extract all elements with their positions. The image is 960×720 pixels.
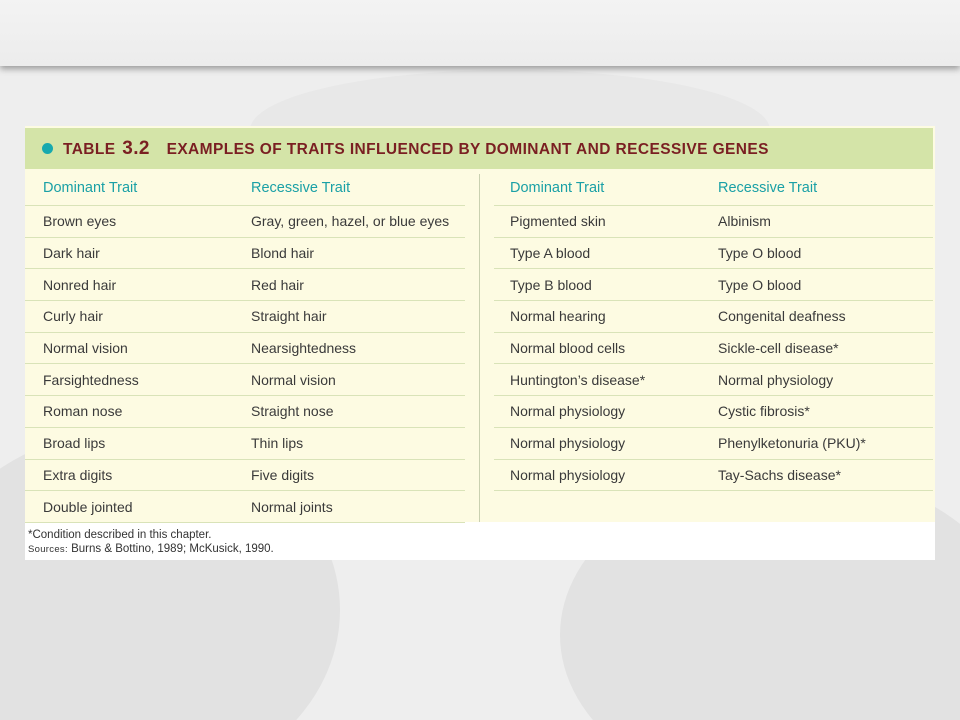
table-header-row xyxy=(25,171,465,206)
table-row xyxy=(494,206,933,238)
recessive-trait-cell: Type O blood xyxy=(718,276,802,293)
recessive-trait-cell: Normal physiology xyxy=(718,371,834,388)
table-row xyxy=(25,206,465,238)
left-table-half xyxy=(25,171,465,523)
recessive-trait-cell: Cystic fibrosis* xyxy=(718,403,810,420)
table-header-row xyxy=(494,171,933,206)
dominant-trait-cell: Extra digits xyxy=(43,466,113,483)
top-bar xyxy=(0,0,960,66)
recessive-trait-cell: Congenital deafness xyxy=(718,308,846,325)
recessive-trait-cell: Nearsightedness xyxy=(251,340,357,357)
dominant-trait-cell: Normal physiology xyxy=(510,466,626,483)
dominant-trait-cell: Curly hair xyxy=(43,308,103,325)
table-row xyxy=(494,364,933,396)
column-header-dominant: Dominant Trait xyxy=(43,180,138,196)
dominant-trait-cell: Type B blood xyxy=(510,276,592,293)
column-header-recessive: Recessive Trait xyxy=(251,180,351,196)
recessive-trait-cell: Red hair xyxy=(251,276,304,293)
dominant-trait-cell: Normal vision xyxy=(43,340,128,357)
recessive-trait-cell: Sickle-cell disease* xyxy=(718,340,839,357)
bullet-icon xyxy=(42,143,53,154)
table-panel xyxy=(25,126,935,560)
column-header-recessive: Recessive Trait xyxy=(718,180,818,196)
dominant-trait-cell: Roman nose xyxy=(43,403,123,420)
dominant-trait-cell: Farsightedness xyxy=(43,371,139,388)
dominant-trait-cell: Normal physiology xyxy=(510,435,626,452)
recessive-trait-cell: Five digits xyxy=(251,466,315,483)
table-title-prefix: TABLE xyxy=(63,140,116,158)
column-header-dominant: Dominant Trait xyxy=(510,180,605,196)
table-row xyxy=(25,491,465,523)
table-row xyxy=(494,301,933,333)
table-title-text: EXAMPLES OF TRAITS INFLUENCED BY DOMINANT AND RECESSIVE GENES xyxy=(166,140,769,158)
table-title-number: 3.2 xyxy=(122,137,150,159)
sources-label: Sources: xyxy=(28,544,68,555)
table-body xyxy=(25,126,935,522)
footnote-text: *Condition described in this chapter. xyxy=(28,529,212,541)
recessive-trait-cell: Albinism xyxy=(718,213,771,230)
table-row xyxy=(25,301,465,333)
sources-text: Burns & Bottino, 1989; McKusick, 1990. xyxy=(71,543,274,555)
dominant-trait-cell: Type A blood xyxy=(510,245,591,262)
recessive-trait-cell: Normal joints xyxy=(251,498,333,515)
column-divider xyxy=(479,174,480,522)
table-row xyxy=(25,428,465,460)
table-row xyxy=(494,238,933,270)
table-footnote xyxy=(28,528,274,557)
recessive-trait-cell: Gray, green, hazel, or blue eyes xyxy=(251,213,450,230)
sources-line xyxy=(28,542,274,557)
recessive-trait-cell: Tay-Sachs disease* xyxy=(718,466,841,483)
table-row xyxy=(494,269,933,301)
table-title xyxy=(63,138,769,160)
table-row xyxy=(25,364,465,396)
dominant-trait-cell: Pigmented skin xyxy=(510,213,606,230)
dominant-trait-cell: Brown eyes xyxy=(43,213,117,230)
table-row xyxy=(25,333,465,365)
recessive-trait-cell: Blond hair xyxy=(251,245,315,262)
recessive-trait-cell: Straight hair xyxy=(251,308,327,325)
table-row xyxy=(494,428,933,460)
dominant-trait-cell: Huntington’s disease* xyxy=(510,371,646,388)
table-row xyxy=(25,396,465,428)
table-row xyxy=(25,460,465,492)
right-table-half xyxy=(494,171,933,491)
dominant-trait-cell: Normal blood cells xyxy=(510,340,626,357)
dominant-trait-cell: Double jointed xyxy=(43,498,133,515)
recessive-trait-cell: Straight nose xyxy=(251,403,334,420)
dominant-trait-cell: Dark hair xyxy=(43,245,100,262)
table-row xyxy=(494,460,933,492)
dominant-trait-cell: Nonred hair xyxy=(43,276,117,293)
table-row xyxy=(25,238,465,270)
dominant-trait-cell: Normal hearing xyxy=(510,308,606,325)
dominant-trait-cell: Normal physiology xyxy=(510,403,626,420)
recessive-trait-cell: Normal vision xyxy=(251,371,336,388)
recessive-trait-cell: Type O blood xyxy=(718,245,802,262)
table-row xyxy=(494,396,933,428)
table-title-bar xyxy=(25,128,933,169)
recessive-trait-cell: Phenylketonuria (PKU)* xyxy=(718,435,866,452)
recessive-trait-cell: Thin lips xyxy=(251,435,304,452)
dominant-trait-cell: Broad lips xyxy=(43,435,106,452)
table-row xyxy=(25,269,465,301)
table-row xyxy=(494,333,933,365)
